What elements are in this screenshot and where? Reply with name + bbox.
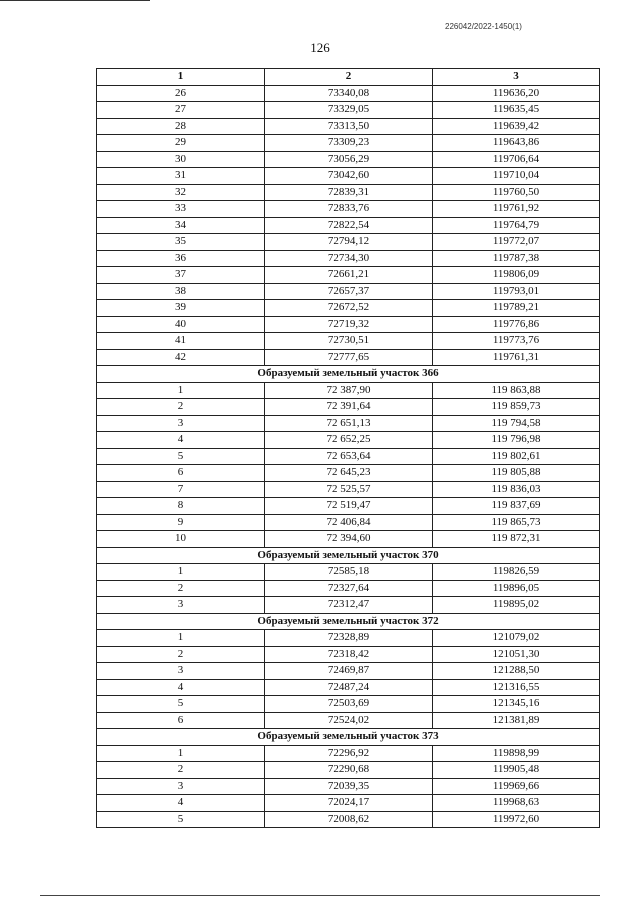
table-row — [97, 498, 600, 515]
point-number-cell: 2 — [97, 762, 265, 779]
table-row — [97, 234, 600, 251]
x-coordinate-cell: 72822,54 — [265, 217, 433, 234]
y-coordinate-cell: 119710,04 — [433, 168, 600, 185]
point-number-cell: 3 — [97, 415, 265, 432]
header-cell-1: 1 — [97, 69, 265, 86]
x-coordinate-cell: 73042,60 — [265, 168, 433, 185]
y-coordinate-cell: 119896,05 — [433, 580, 600, 597]
section-title: Образуемый земельный участок 366 — [97, 366, 600, 383]
point-number-cell: 8 — [97, 498, 265, 515]
y-coordinate-cell: 119 865,73 — [433, 514, 600, 531]
table-row — [97, 646, 600, 663]
y-coordinate-cell: 119 794,58 — [433, 415, 600, 432]
section-title: Образуемый земельный участок 370 — [97, 547, 600, 564]
point-number-cell: 9 — [97, 514, 265, 531]
y-coordinate-cell: 119793,01 — [433, 283, 600, 300]
table-row — [97, 745, 600, 762]
x-coordinate-cell: 72328,89 — [265, 630, 433, 647]
point-number-cell: 30 — [97, 151, 265, 168]
bottom-rule — [40, 895, 600, 896]
y-coordinate-cell: 119 805,88 — [433, 465, 600, 482]
point-number-cell: 36 — [97, 250, 265, 267]
y-coordinate-cell: 121288,50 — [433, 663, 600, 680]
y-coordinate-cell: 119968,63 — [433, 795, 600, 812]
y-coordinate-cell: 119776,86 — [433, 316, 600, 333]
x-coordinate-cell: 73329,05 — [265, 102, 433, 119]
document-number: 226042/2022-1450(1) — [445, 22, 522, 31]
point-number-cell: 3 — [97, 663, 265, 680]
y-coordinate-cell: 119760,50 — [433, 184, 600, 201]
point-number-cell: 1 — [97, 564, 265, 581]
y-coordinate-cell: 119 802,61 — [433, 448, 600, 465]
x-coordinate-cell: 72 653,64 — [265, 448, 433, 465]
table-row — [97, 267, 600, 284]
table-row — [97, 712, 600, 729]
y-coordinate-cell: 119905,48 — [433, 762, 600, 779]
y-coordinate-cell: 119764,79 — [433, 217, 600, 234]
point-number-cell: 41 — [97, 333, 265, 350]
table-row — [97, 481, 600, 498]
header-cell-2: 2 — [265, 69, 433, 86]
table-row — [97, 795, 600, 812]
x-coordinate-cell: 72 387,90 — [265, 382, 433, 399]
section-row — [97, 613, 600, 630]
section-row — [97, 729, 600, 746]
point-number-cell: 1 — [97, 382, 265, 399]
table-row — [97, 564, 600, 581]
x-coordinate-cell: 72469,87 — [265, 663, 433, 680]
x-coordinate-cell: 72312,47 — [265, 597, 433, 614]
y-coordinate-cell: 119 859,73 — [433, 399, 600, 416]
y-coordinate-cell: 119806,09 — [433, 267, 600, 284]
point-number-cell: 1 — [97, 745, 265, 762]
point-number-cell: 5 — [97, 811, 265, 828]
table-row — [97, 118, 600, 135]
x-coordinate-cell: 72719,32 — [265, 316, 433, 333]
section-title: Образуемый земельный участок 373 — [97, 729, 600, 746]
y-coordinate-cell: 119636,20 — [433, 85, 600, 102]
x-coordinate-cell: 72777,65 — [265, 349, 433, 366]
point-number-cell: 40 — [97, 316, 265, 333]
page-number: 126 — [310, 40, 330, 55]
section-row — [97, 366, 600, 383]
point-number-cell: 10 — [97, 531, 265, 548]
x-coordinate-cell: 72839,31 — [265, 184, 433, 201]
y-coordinate-cell: 119 837,69 — [433, 498, 600, 515]
point-number-cell: 3 — [97, 597, 265, 614]
y-coordinate-cell: 119787,38 — [433, 250, 600, 267]
point-number-cell: 4 — [97, 679, 265, 696]
y-coordinate-cell: 121316,55 — [433, 679, 600, 696]
x-coordinate-cell: 73340,08 — [265, 85, 433, 102]
table-row — [97, 448, 600, 465]
x-coordinate-cell: 72 525,57 — [265, 481, 433, 498]
x-coordinate-cell: 72008,62 — [265, 811, 433, 828]
x-coordinate-cell: 72 645,23 — [265, 465, 433, 482]
x-coordinate-cell: 72503,69 — [265, 696, 433, 713]
table-row — [97, 217, 600, 234]
table-row — [97, 151, 600, 168]
y-coordinate-cell: 119789,21 — [433, 300, 600, 317]
point-number-cell: 32 — [97, 184, 265, 201]
point-number-cell: 3 — [97, 778, 265, 795]
x-coordinate-cell: 72024,17 — [265, 795, 433, 812]
point-number-cell: 31 — [97, 168, 265, 185]
y-coordinate-cell: 119773,76 — [433, 333, 600, 350]
point-number-cell: 37 — [97, 267, 265, 284]
y-coordinate-cell: 119761,31 — [433, 349, 600, 366]
table-row — [97, 580, 600, 597]
table-row — [97, 316, 600, 333]
section-row — [97, 547, 600, 564]
x-coordinate-cell: 72296,92 — [265, 745, 433, 762]
x-coordinate-cell: 72 391,64 — [265, 399, 433, 416]
y-coordinate-cell: 121051,30 — [433, 646, 600, 663]
y-coordinate-cell: 119635,45 — [433, 102, 600, 119]
x-coordinate-cell: 72327,64 — [265, 580, 433, 597]
y-coordinate-cell: 119761,92 — [433, 201, 600, 218]
table-row — [97, 630, 600, 647]
x-coordinate-cell: 72 519,47 — [265, 498, 433, 515]
table-row — [97, 349, 600, 366]
y-coordinate-cell: 119 872,31 — [433, 531, 600, 548]
table-row — [97, 531, 600, 548]
point-number-cell: 6 — [97, 712, 265, 729]
y-coordinate-cell: 121079,02 — [433, 630, 600, 647]
x-coordinate-cell: 72 394,60 — [265, 531, 433, 548]
point-number-cell: 4 — [97, 432, 265, 449]
table-row — [97, 399, 600, 416]
y-coordinate-cell: 119972,60 — [433, 811, 600, 828]
table-row — [97, 168, 600, 185]
point-number-cell: 34 — [97, 217, 265, 234]
y-coordinate-cell: 119 796,98 — [433, 432, 600, 449]
x-coordinate-cell: 72585,18 — [265, 564, 433, 581]
coordinates-table — [96, 68, 600, 828]
point-number-cell: 26 — [97, 85, 265, 102]
y-coordinate-cell: 119772,07 — [433, 234, 600, 251]
x-coordinate-cell: 72487,24 — [265, 679, 433, 696]
table-body — [97, 85, 600, 828]
x-coordinate-cell: 72290,68 — [265, 762, 433, 779]
y-coordinate-cell: 119826,59 — [433, 564, 600, 581]
x-coordinate-cell: 72 651,13 — [265, 415, 433, 432]
x-coordinate-cell: 72794,12 — [265, 234, 433, 251]
table-row — [97, 679, 600, 696]
table-row — [97, 201, 600, 218]
table-row — [97, 811, 600, 828]
point-number-cell: 1 — [97, 630, 265, 647]
table-row — [97, 465, 600, 482]
y-coordinate-cell: 119898,99 — [433, 745, 600, 762]
y-coordinate-cell: 119 863,88 — [433, 382, 600, 399]
table-row — [97, 184, 600, 201]
point-number-cell: 42 — [97, 349, 265, 366]
x-coordinate-cell: 73313,50 — [265, 118, 433, 135]
x-coordinate-cell: 72661,21 — [265, 267, 433, 284]
table-row — [97, 250, 600, 267]
table-row — [97, 696, 600, 713]
x-coordinate-cell: 72524,02 — [265, 712, 433, 729]
table-row — [97, 415, 600, 432]
point-number-cell: 27 — [97, 102, 265, 119]
table-row — [97, 597, 600, 614]
y-coordinate-cell: 121381,89 — [433, 712, 600, 729]
table-row — [97, 85, 600, 102]
point-number-cell: 39 — [97, 300, 265, 317]
y-coordinate-cell: 121345,16 — [433, 696, 600, 713]
table-row — [97, 300, 600, 317]
x-coordinate-cell: 73056,29 — [265, 151, 433, 168]
top-rule — [0, 0, 150, 1]
table-row — [97, 333, 600, 350]
x-coordinate-cell: 72734,30 — [265, 250, 433, 267]
point-number-cell: 2 — [97, 580, 265, 597]
header-cell-3: 3 — [433, 69, 600, 86]
x-coordinate-cell: 72039,35 — [265, 778, 433, 795]
x-coordinate-cell: 72672,52 — [265, 300, 433, 317]
y-coordinate-cell: 119969,66 — [433, 778, 600, 795]
header-row — [97, 69, 600, 86]
point-number-cell: 5 — [97, 448, 265, 465]
point-number-cell: 38 — [97, 283, 265, 300]
x-coordinate-cell: 72730,51 — [265, 333, 433, 350]
x-coordinate-cell: 72833,76 — [265, 201, 433, 218]
table-row — [97, 135, 600, 152]
y-coordinate-cell: 119706,64 — [433, 151, 600, 168]
point-number-cell: 33 — [97, 201, 265, 218]
table-row — [97, 432, 600, 449]
point-number-cell: 2 — [97, 399, 265, 416]
point-number-cell: 2 — [97, 646, 265, 663]
table-row — [97, 382, 600, 399]
point-number-cell: 29 — [97, 135, 265, 152]
x-coordinate-cell: 72 652,25 — [265, 432, 433, 449]
y-coordinate-cell: 119 836,03 — [433, 481, 600, 498]
table-row — [97, 663, 600, 680]
y-coordinate-cell: 119639,42 — [433, 118, 600, 135]
table-row — [97, 762, 600, 779]
table-row — [97, 514, 600, 531]
table-row — [97, 102, 600, 119]
point-number-cell: 6 — [97, 465, 265, 482]
section-title: Образуемый земельный участок 372 — [97, 613, 600, 630]
point-number-cell: 35 — [97, 234, 265, 251]
y-coordinate-cell: 119895,02 — [433, 597, 600, 614]
point-number-cell: 7 — [97, 481, 265, 498]
point-number-cell: 28 — [97, 118, 265, 135]
table-row — [97, 283, 600, 300]
point-number-cell: 4 — [97, 795, 265, 812]
x-coordinate-cell: 73309,23 — [265, 135, 433, 152]
table-row — [97, 778, 600, 795]
x-coordinate-cell: 72318,42 — [265, 646, 433, 663]
y-coordinate-cell: 119643,86 — [433, 135, 600, 152]
point-number-cell: 5 — [97, 696, 265, 713]
x-coordinate-cell: 72 406,84 — [265, 514, 433, 531]
x-coordinate-cell: 72657,37 — [265, 283, 433, 300]
